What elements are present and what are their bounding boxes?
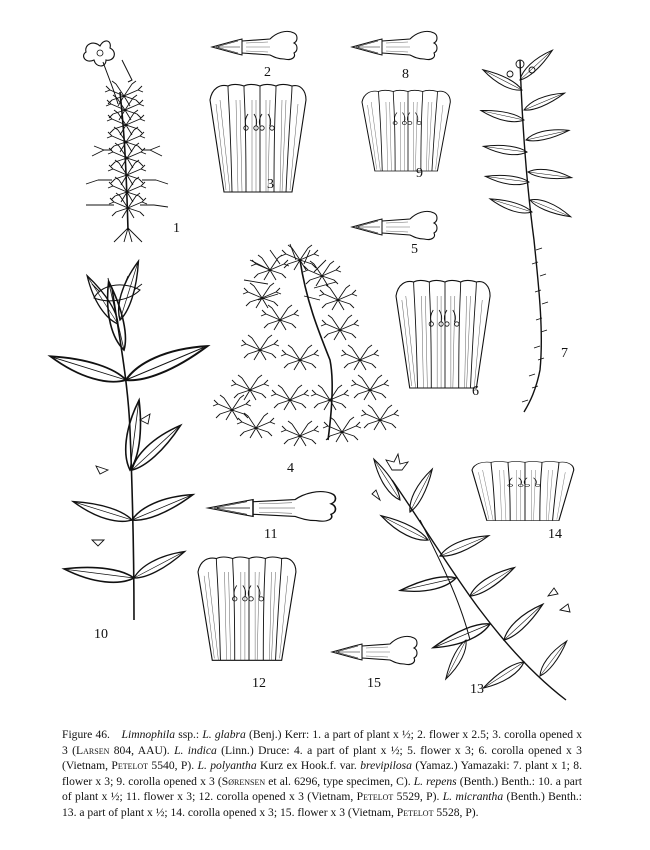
variety-name: brevipilosa: [360, 759, 412, 773]
collector-name: Petelot: [111, 759, 149, 773]
figure-2-flower: [212, 31, 297, 59]
caption-text: (Benth.) Benth.: 10. a part of plant x ½; 11. flower x 3; 12. corolla opened x 3 (Vietnam,: [62, 774, 582, 804]
caption-text: 5528, P).: [433, 805, 479, 819]
figure-8-flower: [352, 31, 437, 59]
species-name: L. micrantha: [442, 790, 504, 804]
label-1: 1: [173, 221, 180, 236]
collector-name: Petelot: [396, 805, 434, 819]
caption-text: 5540, P).: [148, 759, 198, 773]
label-2: 2: [264, 65, 271, 80]
figure-3-corolla: [210, 85, 306, 193]
caption-text: 5529, P).: [393, 790, 443, 804]
collector-name: Sørensen: [221, 774, 266, 788]
figure-15-flower: [332, 636, 417, 664]
caption-text: (Yamaz.) Yamazaki: 7. plant x 1; 8. flower x 3; 9. corolla opened x 3 (: [62, 759, 582, 788]
species-name: L. polyantha: [197, 759, 257, 773]
label-9: 9: [416, 166, 423, 181]
figure-7-plant: [480, 47, 572, 412]
caption-lead: Figure 46.: [62, 728, 110, 741]
caption-text: ssp.:: [175, 728, 203, 741]
figure-9-corolla: [362, 90, 450, 171]
caption-text: (Linn.) Druce: 4. a part of plant x ½; 5. flower x 3; 6. corolla opened x 3 (Vietnam,: [62, 743, 582, 773]
label-14: 14: [548, 527, 562, 542]
figure-4-plant: [213, 244, 399, 446]
species-name: L. glabra: [202, 728, 246, 741]
caption-text: (Benj.) Kerr: 1. a part of plant x ½; 2. flower x 2.5; 3. corolla opened x 3 (: [62, 728, 583, 757]
label-3: 3: [267, 177, 274, 192]
caption-text: Kurz ex Hook.f. var.: [256, 759, 361, 773]
figure-6-corolla: [396, 281, 490, 389]
collector-name: Petelot: [356, 790, 394, 804]
figure-10-plant: [48, 259, 210, 620]
label-10: 10: [94, 627, 108, 642]
figure-12-corolla: [198, 557, 296, 660]
label-4: 4: [287, 461, 294, 476]
label-12: 12: [252, 676, 266, 691]
figure-14-corolla: [472, 461, 574, 520]
label-5: 5: [411, 242, 418, 257]
label-6: 6: [472, 384, 479, 399]
label-13: 13: [470, 682, 484, 697]
figure-11-flower: [208, 492, 336, 522]
caption-text: 804, AAU).: [109, 743, 175, 757]
figure-5-flower: [352, 211, 437, 239]
caption-text: (Benth.) Benth.: 13. a part of plant x ½; 14. corolla opened x 3; 15. flower x 3 (Vietnam,: [62, 790, 582, 819]
collector-name: Larsen: [76, 743, 110, 757]
figure-caption: [62, 727, 582, 821]
caption-genus: Limnophila: [121, 728, 176, 741]
caption-text: et al. 6296, type specimen, C).: [265, 774, 414, 788]
label-15: 15: [367, 676, 381, 691]
label-8: 8: [402, 67, 409, 82]
label-11: 11: [264, 527, 278, 542]
label-7: 7: [561, 346, 568, 361]
figure-1-plant: [84, 41, 168, 242]
species-name: L. indica: [174, 743, 217, 757]
species-name: L. repens: [413, 774, 457, 788]
